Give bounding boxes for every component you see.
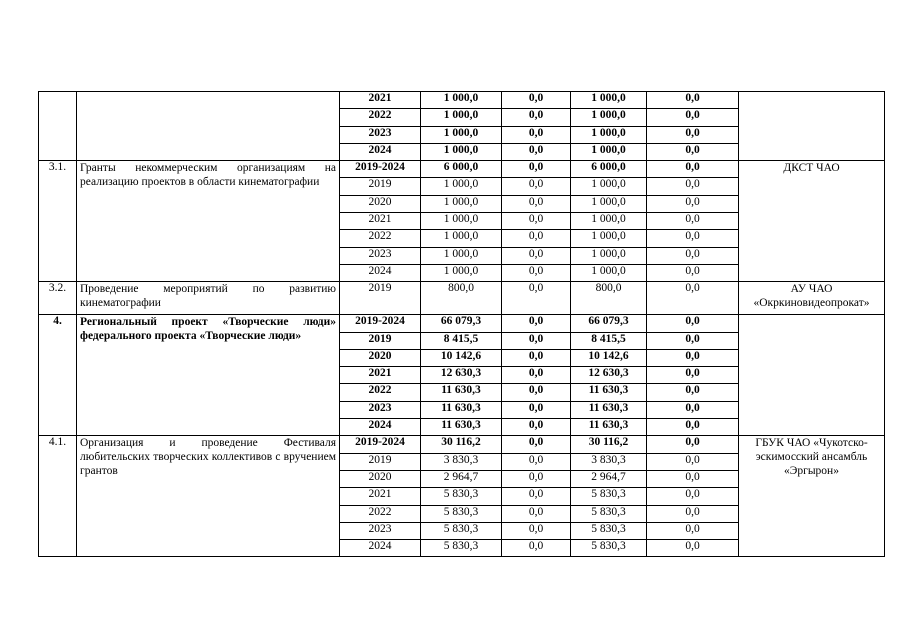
other-cell: 0,0 [647,540,739,557]
other-cell: 0,0 [647,126,739,143]
item-number [39,92,77,161]
total-cell: 5 830,3 [421,540,502,557]
district-cell: 1 000,0 [571,178,647,195]
other-cell: 0,0 [647,349,739,366]
year-cell: 2023 [340,247,421,264]
total-cell: 1 000,0 [421,178,502,195]
district-cell: 30 116,2 [571,436,647,453]
district-cell: 1 000,0 [571,92,647,109]
year-cell: 2020 [340,470,421,487]
federal-cell: 0,0 [502,282,571,315]
district-cell: 8 415,5 [571,332,647,349]
year-cell: 2024 [340,540,421,557]
executor-cell [739,92,885,161]
district-cell: 6 000,0 [571,161,647,178]
total-cell: 66 079,3 [421,315,502,332]
year-cell: 2024 [340,264,421,281]
year-cell: 2022 [340,384,421,401]
federal-cell: 0,0 [502,230,571,247]
total-cell: 1 000,0 [421,92,502,109]
federal-cell: 0,0 [502,264,571,281]
district-cell: 12 630,3 [571,367,647,384]
year-cell: 2021 [340,488,421,505]
table-row [39,92,885,109]
district-cell: 66 079,3 [571,315,647,332]
executor-cell: ГБУК ЧАО «Чукотско-эскимосский ансамбль «Эргырон» [739,436,885,557]
other-cell: 0,0 [647,247,739,264]
district-cell: 800,0 [571,282,647,315]
total-cell: 1 000,0 [421,109,502,126]
year-cell: 2023 [340,401,421,418]
total-cell: 1 000,0 [421,126,502,143]
total-cell: 30 116,2 [421,436,502,453]
item-name [77,92,340,161]
item-name: Региональный проект «Творческие люди» федерального проекта «Творческие люди» [77,315,340,436]
item-name: Проведение мероприятий по развитию кинематографии [77,282,340,315]
district-cell: 5 830,3 [571,522,647,539]
total-cell: 11 630,3 [421,401,502,418]
district-cell: 5 830,3 [571,505,647,522]
year-cell: 2019 [340,282,421,315]
district-cell: 1 000,0 [571,247,647,264]
year-cell: 2022 [340,109,421,126]
other-cell: 0,0 [647,264,739,281]
other-cell: 0,0 [647,488,739,505]
item-number: 4. [39,315,77,436]
other-cell: 0,0 [647,213,739,230]
district-cell: 3 830,3 [571,453,647,470]
federal-cell: 0,0 [502,195,571,212]
other-cell: 0,0 [647,505,739,522]
federal-cell: 0,0 [502,161,571,178]
total-cell: 10 142,6 [421,349,502,366]
year-cell: 2024 [340,419,421,436]
federal-cell: 0,0 [502,540,571,557]
year-cell: 2020 [340,349,421,366]
other-cell: 0,0 [647,367,739,384]
district-cell: 11 630,3 [571,419,647,436]
other-cell: 0,0 [647,401,739,418]
district-cell: 5 830,3 [571,540,647,557]
total-cell: 1 000,0 [421,213,502,230]
district-cell: 11 630,3 [571,384,647,401]
table-row [39,315,885,332]
district-cell: 1 000,0 [571,264,647,281]
federal-cell: 0,0 [502,109,571,126]
federal-cell: 0,0 [502,505,571,522]
total-cell: 6 000,0 [421,161,502,178]
other-cell: 0,0 [647,161,739,178]
year-cell: 2021 [340,213,421,230]
other-cell: 0,0 [647,230,739,247]
year-cell: 2019-2024 [340,315,421,332]
other-cell: 0,0 [647,522,739,539]
other-cell: 0,0 [647,453,739,470]
district-cell: 1 000,0 [571,195,647,212]
total-cell: 5 830,3 [421,522,502,539]
year-cell: 2022 [340,230,421,247]
district-cell: 5 830,3 [571,488,647,505]
item-number: 3.2. [39,282,77,315]
district-cell: 2 964,7 [571,470,647,487]
executor-cell: ДКСТ ЧАО [739,161,885,282]
federal-cell: 0,0 [502,488,571,505]
other-cell: 0,0 [647,282,739,315]
district-cell: 1 000,0 [571,126,647,143]
federal-cell: 0,0 [502,436,571,453]
federal-cell: 0,0 [502,367,571,384]
other-cell: 0,0 [647,315,739,332]
year-cell: 2019 [340,178,421,195]
total-cell: 5 830,3 [421,505,502,522]
total-cell: 1 000,0 [421,195,502,212]
table-body [39,92,885,557]
year-cell: 2020 [340,195,421,212]
year-cell: 2024 [340,143,421,160]
year-cell: 2021 [340,92,421,109]
other-cell: 0,0 [647,384,739,401]
total-cell: 2 964,7 [421,470,502,487]
federal-cell: 0,0 [502,401,571,418]
total-cell: 12 630,3 [421,367,502,384]
year-cell: 2021 [340,367,421,384]
item-number: 4.1. [39,436,77,557]
item-name: Организация и проведение Фестиваля любительских творческих коллективов с вручением грантов [77,436,340,557]
executor-cell: АУ ЧАО «Окркиновидеопрокат» [739,282,885,315]
year-cell: 2019 [340,332,421,349]
district-cell: 1 000,0 [571,109,647,126]
other-cell: 0,0 [647,195,739,212]
other-cell: 0,0 [647,419,739,436]
other-cell: 0,0 [647,143,739,160]
federal-cell: 0,0 [502,143,571,160]
federal-cell: 0,0 [502,332,571,349]
other-cell: 0,0 [647,109,739,126]
year-cell: 2019 [340,453,421,470]
other-cell: 0,0 [647,470,739,487]
district-cell: 1 000,0 [571,230,647,247]
total-cell: 1 000,0 [421,230,502,247]
item-number: 3.1. [39,161,77,282]
year-cell: 2023 [340,126,421,143]
federal-cell: 0,0 [502,126,571,143]
total-cell: 11 630,3 [421,384,502,401]
federal-cell: 0,0 [502,213,571,230]
total-cell: 3 830,3 [421,453,502,470]
total-cell: 800,0 [421,282,502,315]
other-cell: 0,0 [647,92,739,109]
total-cell: 1 000,0 [421,143,502,160]
year-cell: 2023 [340,522,421,539]
item-name: Гранты некоммерческим организациям на реализацию проектов в области кинематографии [77,161,340,282]
federal-cell: 0,0 [502,178,571,195]
federal-cell: 0,0 [502,384,571,401]
federal-cell: 0,0 [502,349,571,366]
year-cell: 2019-2024 [340,436,421,453]
other-cell: 0,0 [647,436,739,453]
table-row [39,161,885,178]
district-cell: 1 000,0 [571,213,647,230]
total-cell: 5 830,3 [421,488,502,505]
federal-cell: 0,0 [502,247,571,264]
budget-table [38,91,885,557]
district-cell: 1 000,0 [571,143,647,160]
federal-cell: 0,0 [502,470,571,487]
federal-cell: 0,0 [502,453,571,470]
year-cell: 2022 [340,505,421,522]
other-cell: 0,0 [647,332,739,349]
total-cell: 11 630,3 [421,419,502,436]
total-cell: 1 000,0 [421,264,502,281]
federal-cell: 0,0 [502,522,571,539]
district-cell: 10 142,6 [571,349,647,366]
district-cell: 11 630,3 [571,401,647,418]
table-row [39,436,885,453]
total-cell: 1 000,0 [421,247,502,264]
year-cell: 2019-2024 [340,161,421,178]
executor-cell [739,315,885,436]
federal-cell: 0,0 [502,315,571,332]
total-cell: 8 415,5 [421,332,502,349]
other-cell: 0,0 [647,178,739,195]
federal-cell: 0,0 [502,92,571,109]
federal-cell: 0,0 [502,419,571,436]
table-row [39,282,885,315]
